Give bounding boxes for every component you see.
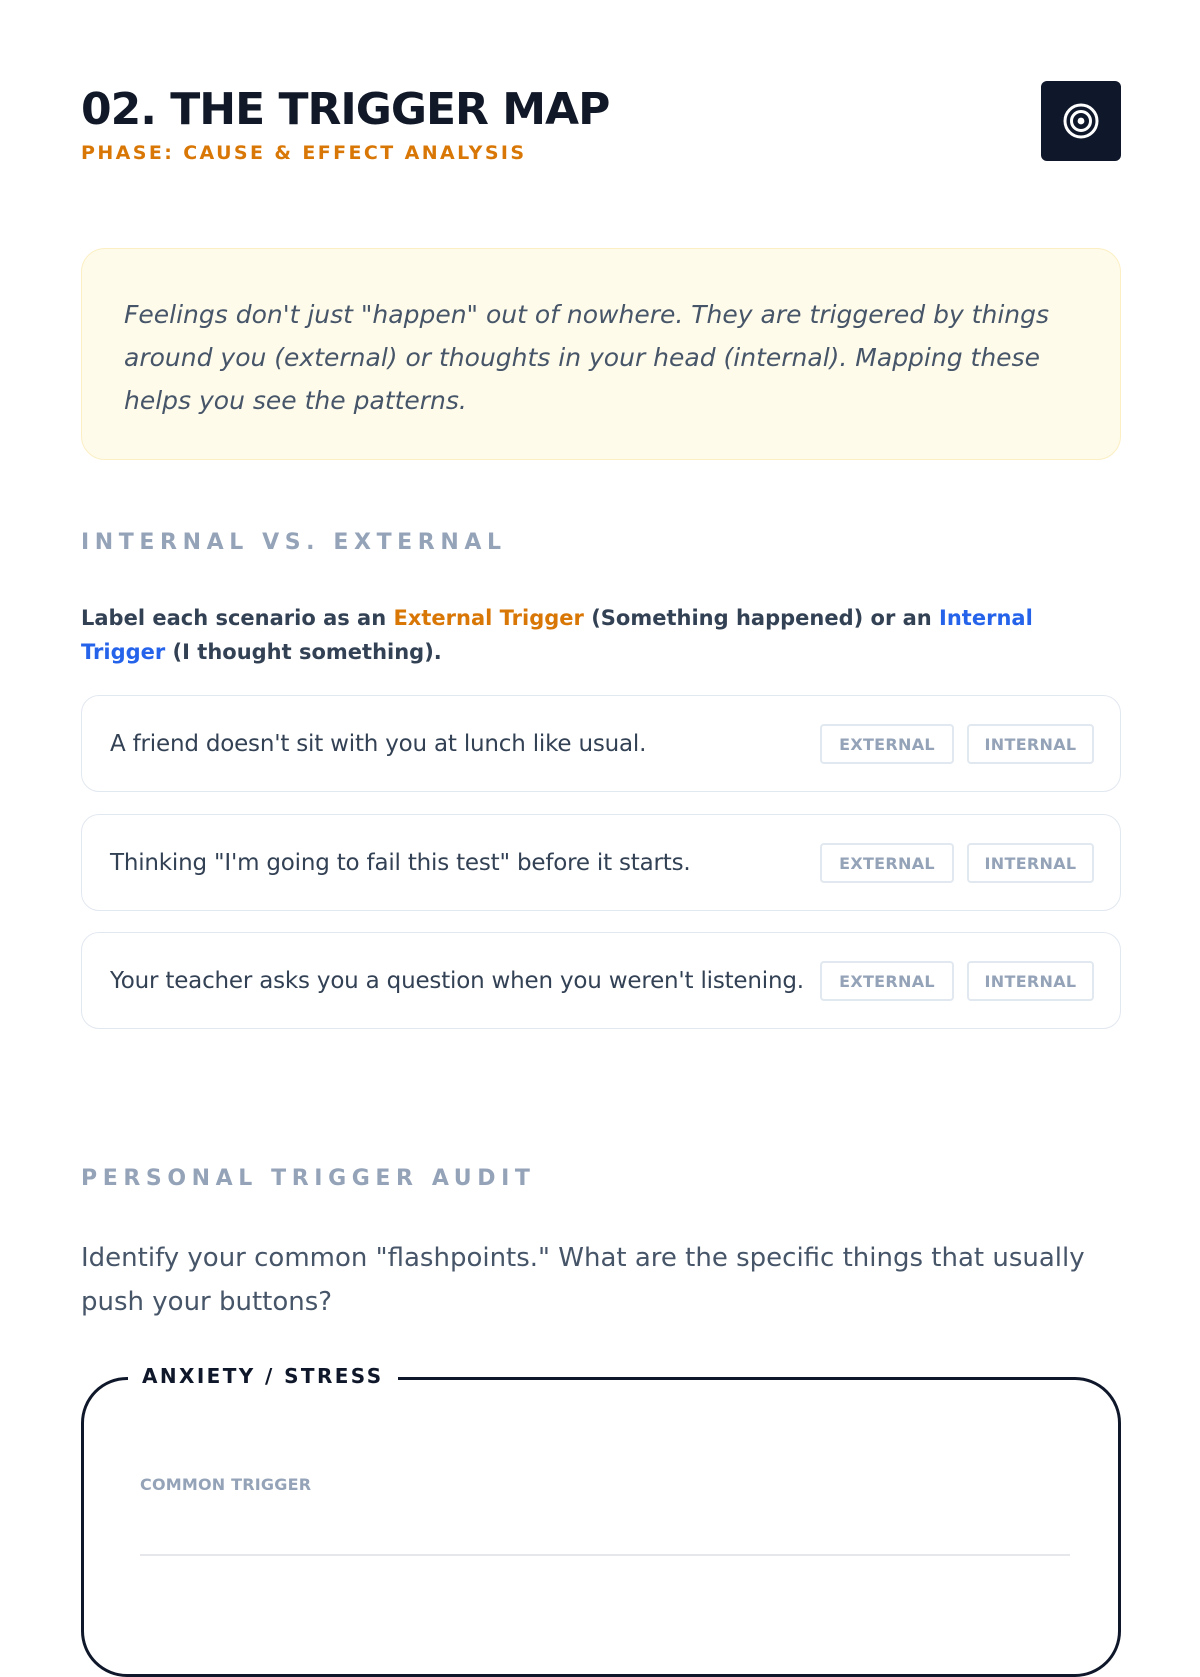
common-trigger-label: COMMON TRIGGER (140, 1475, 312, 1494)
common-trigger-input[interactable] (140, 1510, 1070, 1556)
external-choice-button[interactable]: EXTERNAL (820, 724, 954, 764)
scenario-card (81, 932, 1121, 1029)
intro-callout (81, 248, 1121, 460)
instruction-middle: (Something happened) or an (583, 606, 940, 630)
internal-choice-button[interactable]: INTERNAL (967, 843, 1094, 883)
instruction-suffix: (I thought something). (165, 640, 442, 664)
internal-trigger-term: Internal Trigger (81, 606, 1033, 664)
scenario-text: Your teacher asks you a question when you weren't listening. (110, 967, 804, 994)
external-choice-button[interactable]: EXTERNAL (820, 961, 954, 1001)
target-icon-tile (1041, 81, 1121, 161)
page-title: 02. THE TRIGGER MAP (81, 84, 610, 135)
anxiety-stress-card (81, 1364, 1121, 1677)
page-header (81, 82, 1121, 172)
classification-instruction (81, 601, 1121, 669)
scenario-text: Thinking "I'm going to fail this test" before it starts. (110, 849, 691, 876)
phase-subtitle: PHASE: CAUSE & EFFECT ANALYSIS (81, 142, 527, 164)
scenario-card (81, 814, 1121, 911)
internal-choice-button[interactable]: INTERNAL (967, 724, 1094, 764)
internal-vs-external-heading: INTERNAL VS. EXTERNAL (81, 530, 507, 555)
internal-choice-button[interactable]: INTERNAL (967, 961, 1094, 1001)
scenario-text: A friend doesn't sit with you at lunch like usual. (110, 730, 647, 757)
instruction-prefix: Label each scenario as an (81, 606, 394, 630)
intro-text: Feelings don't just "happen" out of nowhere. They are triggered by things around you (external) or thoughts in your head (internal). Mapping these helps you see the patterns. (124, 300, 1050, 415)
external-choice-button[interactable]: EXTERNAL (820, 843, 954, 883)
category-title: ANXIETY / STRESS (128, 1360, 398, 1392)
scenario-card (81, 695, 1121, 792)
personal-trigger-audit-heading: PERSONAL TRIGGER AUDIT (81, 1166, 536, 1191)
target-icon (1062, 102, 1100, 140)
audit-prompt: Identify your common "flashpoints." What are the specific things that usually push your buttons? (81, 1243, 1085, 1317)
external-trigger-term: External Trigger (393, 606, 584, 630)
